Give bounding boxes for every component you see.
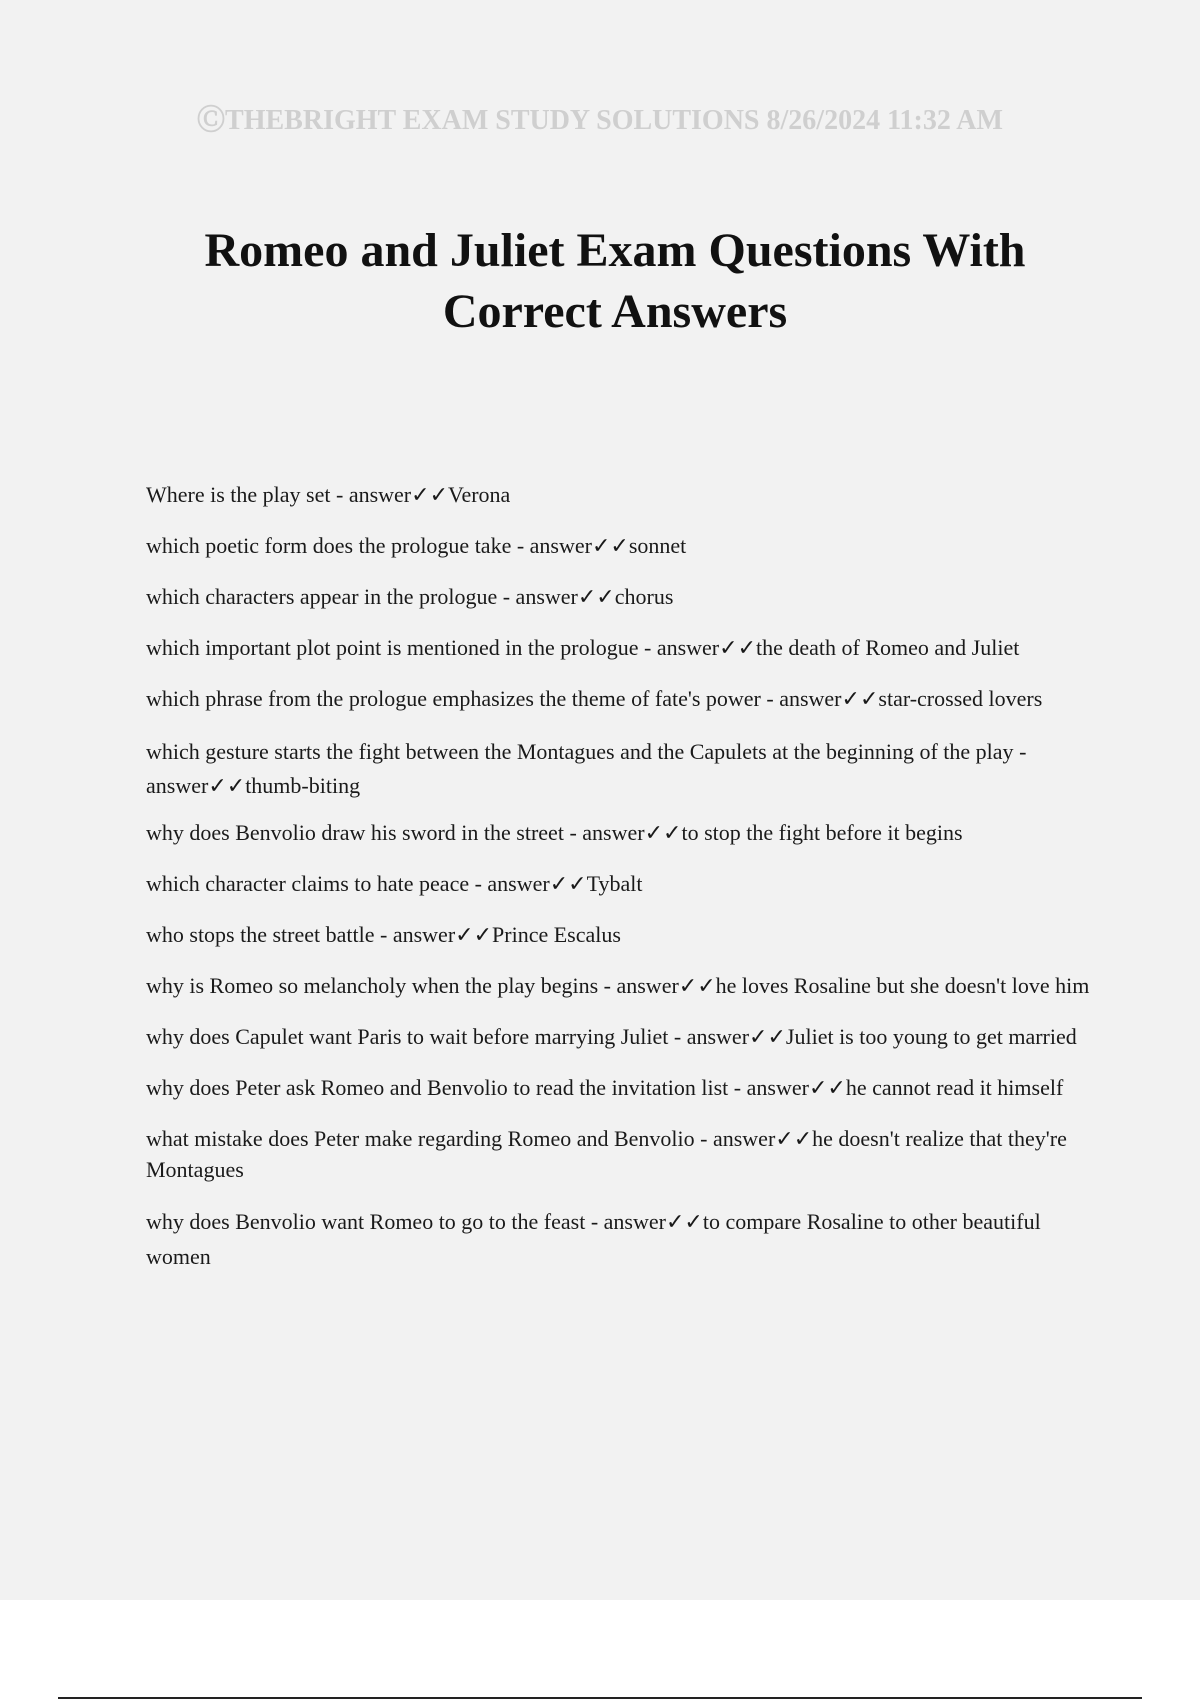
answer-text: star-crossed lovers <box>878 686 1043 711</box>
question-text: which important plot point is mentioned in the prologue <box>146 635 639 660</box>
question-text: why does Peter ask Romeo and Benvolio to read the invitation list <box>146 1075 729 1100</box>
question-text: which character claims to hate peace <box>146 871 470 896</box>
watermark: ⒸTHEBRIGHT EXAM STUDY SOLUTIONS 8/26/2024 11:32 AM <box>197 105 1003 136</box>
answer-separator: - answer <box>668 1024 750 1049</box>
question-text: which characters appear in the prologue <box>146 584 498 609</box>
answer-text: he doesn't realize that they're Montagues <box>146 1126 1067 1182</box>
question-text: what mistake does Peter make regarding Romeo and Benvolio <box>146 1126 695 1151</box>
check-marks-icon: ✓✓ <box>591 534 629 559</box>
check-marks-icon: ✓✓ <box>644 821 682 846</box>
qa-list <box>146 480 1091 1288</box>
check-marks-icon: ✓✓ <box>749 1025 786 1050</box>
check-marks-icon: ✓✓ <box>678 974 716 999</box>
check-marks-icon: ✓✓ <box>841 687 879 712</box>
qa-item <box>146 920 1091 951</box>
title-line-1: Romeo and Juliet Exam Questions With <box>204 224 1026 277</box>
answer-separator: - answer <box>694 1126 776 1151</box>
answer-text: Verona <box>448 482 511 507</box>
answer-separator: - answer <box>638 635 720 660</box>
qa-item <box>146 1073 1091 1104</box>
answer-text: he loves Rosaline but she doesn't love him <box>715 973 1090 998</box>
check-marks-icon: ✓✓ <box>455 923 493 948</box>
qa-item <box>146 1022 1091 1053</box>
check-marks-icon: ✓✓ <box>665 1210 703 1235</box>
answer-separator: - answer <box>374 922 456 947</box>
answer-separator: - answer <box>497 584 578 609</box>
answer-text: he cannot read it himself <box>845 1075 1064 1100</box>
check-marks-icon: ✓✓ <box>577 585 615 610</box>
question-text: which poetic form does the prologue take <box>146 533 512 558</box>
answer-text: Tybalt <box>586 871 643 896</box>
answer-separator: - answer <box>469 871 550 896</box>
qa-item <box>146 684 1091 715</box>
check-marks-icon: ✓✓ <box>208 774 246 799</box>
answer-separator: - answer <box>511 533 592 558</box>
document-title <box>150 220 1080 342</box>
qa-item <box>146 971 1091 1002</box>
qa-item <box>146 735 1091 804</box>
answer-separator: - answer <box>598 973 679 998</box>
qa-item <box>146 1205 1091 1274</box>
qa-item <box>146 869 1091 900</box>
check-marks-icon: ✓✓ <box>719 636 757 661</box>
answer-text: to stop the fight before it begins <box>681 820 963 845</box>
answer-separator: - answer <box>728 1075 809 1100</box>
question-text: why does Capulet want Paris to wait before marrying Juliet <box>146 1024 669 1049</box>
footer-divider <box>58 1697 1142 1699</box>
answer-text: the death of Romeo and Juliet <box>756 635 1020 660</box>
answer-separator: - answer <box>760 686 842 711</box>
qa-item <box>146 480 1091 511</box>
check-marks-icon: ✓✓ <box>411 483 449 508</box>
answer-separator: - answer <box>585 1209 666 1234</box>
qa-item <box>146 633 1091 664</box>
title-line-2: Correct Answers <box>442 285 788 338</box>
question-text: why is Romeo so melancholy when the play begins <box>146 973 599 998</box>
qa-item <box>146 582 1091 613</box>
question-text: why does Benvolio draw his sword in the street <box>146 820 564 845</box>
answer-text: thumb-biting <box>245 773 361 798</box>
answer-text: Prince Escalus <box>492 922 621 947</box>
answer-text: chorus <box>614 584 674 609</box>
check-marks-icon: ✓✓ <box>549 872 587 897</box>
answer-separator: - answer <box>563 820 645 845</box>
qa-item <box>146 1124 1091 1185</box>
question-text: why does Benvolio want Romeo to go to the feast <box>146 1209 586 1234</box>
answer-text: sonnet <box>628 533 687 558</box>
qa-item <box>146 818 1091 849</box>
question-text: which gesture starts the fight between the Montagues and the Capulets at the beginning of the play <box>146 739 1014 764</box>
check-marks-icon: ✓✓ <box>775 1127 813 1152</box>
qa-item <box>146 531 1091 562</box>
answer-text: to compare Rosaline to other beautiful women <box>146 1209 1041 1269</box>
answer-text: Juliet is too young to get married <box>785 1024 1077 1049</box>
question-text: which phrase from the prologue emphasizes the theme of fate's power <box>146 686 761 711</box>
check-marks-icon: ✓✓ <box>808 1076 846 1101</box>
question-text: Where is the play set <box>146 482 331 507</box>
answer-separator: - answer <box>330 482 412 507</box>
answer-separator: - answer <box>146 739 1027 798</box>
question-text: who stops the street battle <box>146 922 375 947</box>
